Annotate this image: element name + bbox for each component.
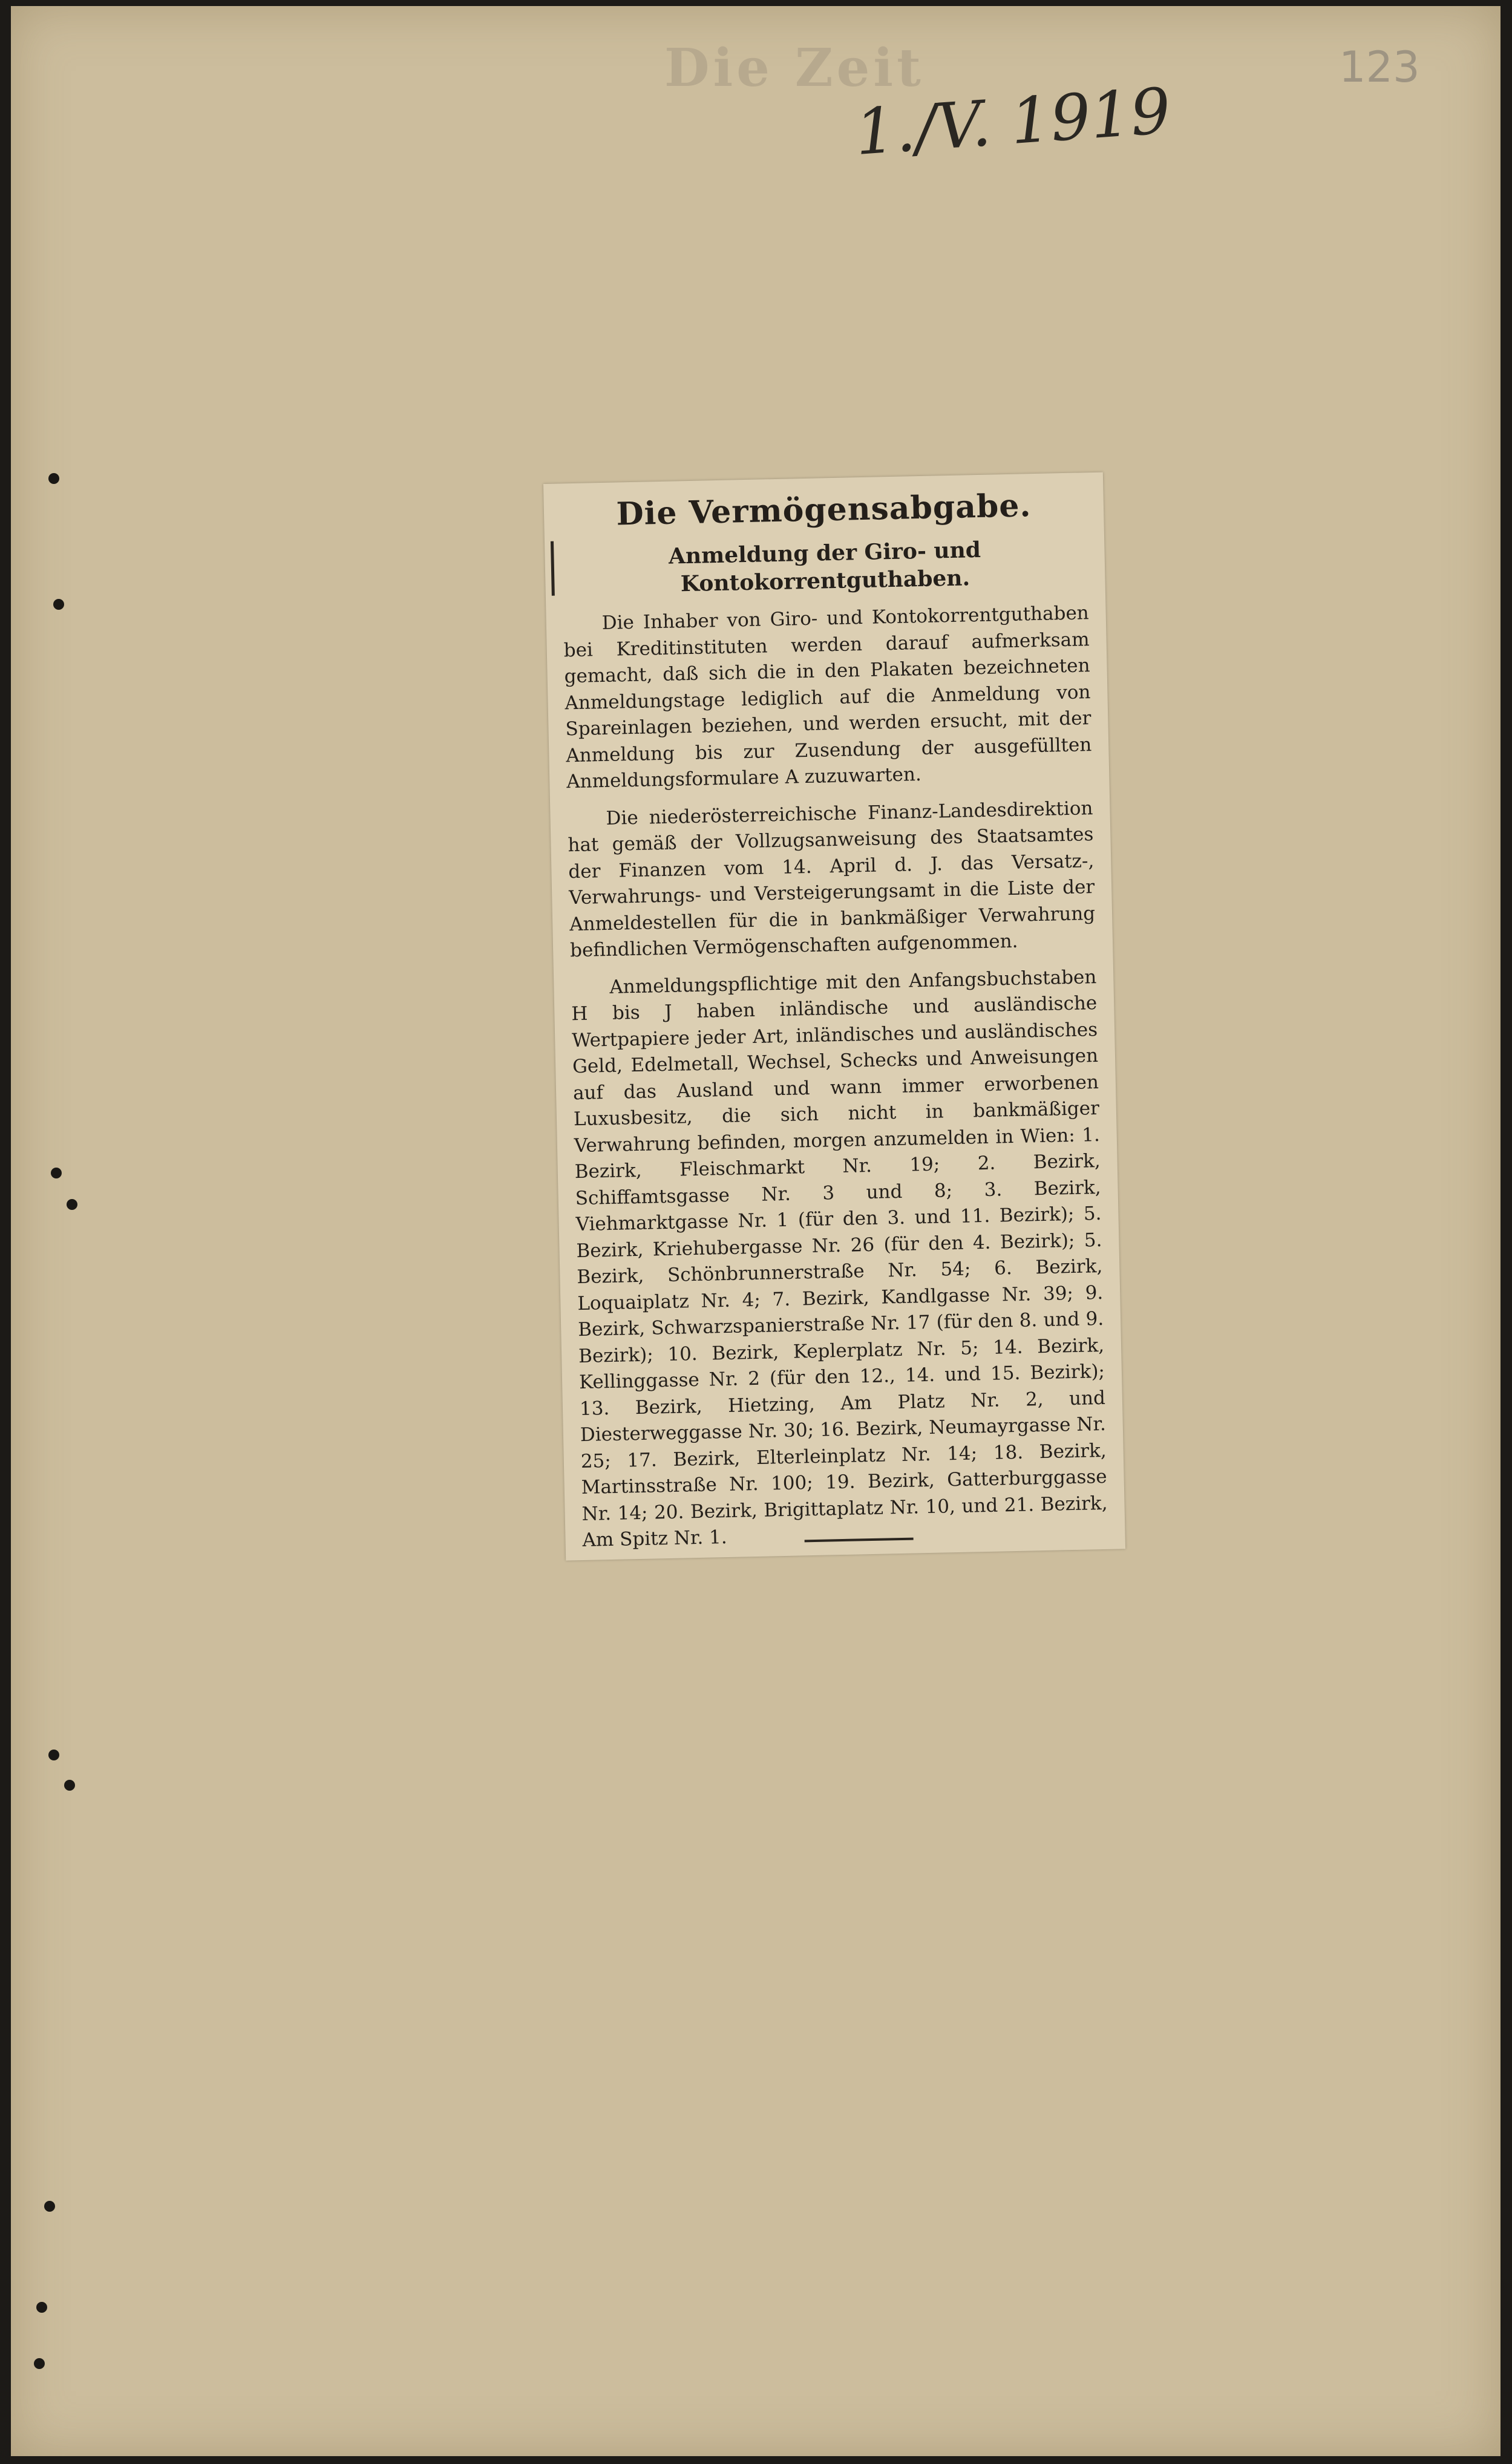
punch-hole xyxy=(34,2358,45,2369)
article-headline: Die Vermögensabgabe. xyxy=(615,487,1032,533)
punch-hole xyxy=(64,1780,75,1791)
margin-mark xyxy=(551,541,555,596)
article-paragraph: Die niederösterreichische Finanz-Landesdirektion hat gemäß der Vollzugsanweisung des Staatsamtes der Finanzen vom 14. April d. J. das Versatz-, Verwahrungs- und Versteigerungsamt in die Liste der Anmeldestellen für die in bankmäßiger Verwahrung befindlichen Vermögenschaften aufgenommen. xyxy=(568,797,1096,962)
punch-hole xyxy=(67,1199,77,1210)
page-number: 123 xyxy=(1339,42,1420,92)
article-subheadline: Anmeldung der Giro- und Kontokorrentguthaben. xyxy=(668,537,981,597)
punch-hole xyxy=(44,2201,55,2212)
punch-hole xyxy=(48,473,59,484)
punch-hole xyxy=(51,1168,62,1178)
archive-sheet xyxy=(11,6,1501,2456)
article-paragraph: Die Inhaber von Giro- und Kontokorrentguthaben bei Kreditinstituten werden darauf aufmerksam gemacht, daß sich die in den Plakaten bezeichneten Anmeldungstage lediglich auf die Anmeldung von Spareinlagen beziehen, und werden ersucht, mit der Anmeldung bis zur Zusendung der ausgefüllten Anmeldungsformulare A zuzuwarten. xyxy=(563,602,1092,793)
article-paragraph: Anmeldungspflichtige mit den Anfangsbuchstaben H bis J haben inländische und ausländische Wertpapiere jeder Art, inländisches und ausländisches Geld, Edelmetall, Wechsel, Schecks und Anweisungen auf das Ausland und wann immer erworbenen Luxusbesitz, die sich nicht in bankmäßiger Verwahrung befinden, morgen anzumelden in Wien: 1. Bezirk, Fleischmarkt Nr. 19; 2. Bezirk, Schiffamtsgasse Nr. 3 und 8; 3. Bezirk, Viehmarktgasse Nr. 1 (für den 3. und 11. Bezirk); 5. Bezirk, Kriehubergasse Nr. 26 (für den 4. Bezirk); 5. Bezirk, Schönbrunnerstraße Nr. 54; 6. Bezirk, Loquaiplatz Nr. 4; 7. Bezirk, Kandlgasse Nr. 39; 9. Bezirk, Schwarzspanierstraße Nr. 17 (für den 8. und 9. Bezirk); 10. Bezirk, Keplerplatz Nr. 5; 14. Bezirk, Kellinggasse Nr. 2 (für den 12., 14. und 15. Bezirk); 13. Bezirk, Hietzing, Am Platz Nr. 2, und Diesterweggasse Nr. 30; 16. Bezirk, Neumayrgasse Nr. 25; 17. Bezirk, Elterleinplatz Nr. 14; 18. Bezirk, Martinsstraße Nr. 100; 19. Bezirk, Gatterburggasse Nr. 14; 20. Bezirk, Brigittaplatz Nr. 10, und 21. Bezirk, Am Spitz Nr. 1. xyxy=(571,966,1108,1552)
newspaper-clipping xyxy=(543,472,1125,1561)
punch-hole xyxy=(36,2302,47,2313)
punch-hole xyxy=(48,1750,59,1760)
newspaper-stamp: Die Zeit xyxy=(664,38,925,99)
handwritten-date: 1./V. 1919 xyxy=(853,73,1173,170)
punch-hole xyxy=(53,599,64,610)
